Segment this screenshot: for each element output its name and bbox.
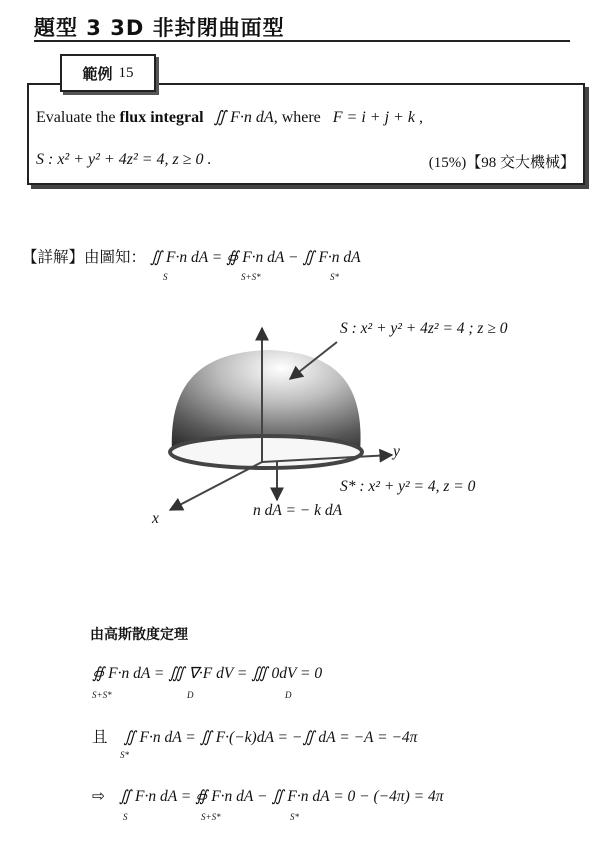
base-label: S* : x² + y² = 4, z = 0: [340, 478, 476, 495]
divergence-equation: ∯ F·n dA = ∭ ∇·F dV = ∭ 0dV = 0: [92, 665, 323, 682]
result-equation: ∬ F·n dA = ∯ F·n dA − ∬ F·n dA = 0 − (−4π) = 4π: [118, 788, 444, 805]
axis-y-label: y: [393, 443, 400, 460]
eq4-prefix: ⇨: [92, 788, 105, 805]
eq4-sub-star: S*: [290, 812, 299, 822]
result-line: [92, 787, 444, 806]
normal-label: n dA = − k dA: [253, 502, 343, 519]
solution-label: 【詳解】由圖知：: [22, 248, 147, 266]
eq2-sub-d1: D: [187, 690, 194, 700]
eq2-sub-d2: D: [285, 690, 292, 700]
x-axis: [170, 462, 262, 510]
problem-integral: ∬ F·n dA: [213, 109, 274, 126]
eq1-sub-s: S: [163, 272, 168, 282]
eq1-sub-closed: S+S*: [241, 272, 261, 282]
problem-prefix: Evaluate the: [36, 109, 120, 126]
surface-definition: S : x² + y² + 4z² = 4, z ≥ 0 .: [36, 151, 212, 168]
exam-source: (15%)【98 交大機械】: [428, 155, 575, 171]
eq1-sub-star: S*: [330, 272, 339, 282]
section-title: 題型 3 3D 非封閉曲面型: [34, 16, 285, 40]
eq2-sub-closed: S+S*: [92, 690, 112, 700]
base-disk-ring: [170, 436, 362, 468]
example-tab-label: 範例: [82, 64, 113, 83]
problem-bold-term: flux integral: [119, 109, 204, 126]
base-flux-line: [92, 725, 417, 747]
solution-equation: ∬ F·n dA = ∯ F·n dA − ∬ F·n dA: [149, 249, 361, 266]
eq4-sub-closed: S+S*: [201, 812, 221, 822]
eq3-sub: S*: [120, 750, 129, 760]
eq3-prefix: 且: [92, 728, 108, 746]
problem-where: , where: [273, 109, 321, 126]
example-number: 15: [118, 64, 134, 81]
eq4-sub-s: S: [123, 812, 128, 822]
surface-label: S : x² + y² + 4z² = 4 ; z ≥ 0: [340, 320, 508, 337]
axis-x-label: x: [152, 510, 159, 527]
divergence-heading: 由高斯散度定理: [90, 627, 188, 643]
base-flux-equation: ∬ F·n dA = ∬ F·(−k)dA = −∬ dA = −A = −4π: [123, 729, 418, 746]
field-definition: F = i + j + k ,: [332, 109, 423, 126]
